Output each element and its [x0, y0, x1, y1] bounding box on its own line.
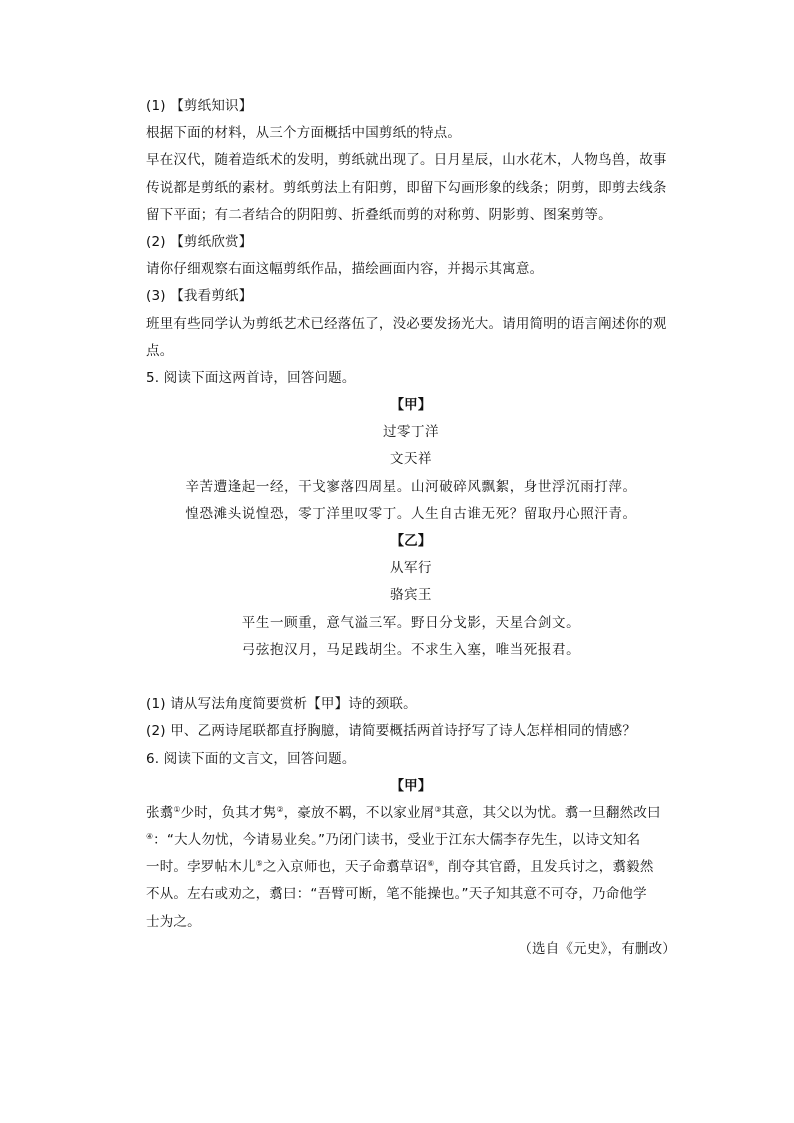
- passage-text: 一时。孛罗帖木儿: [146, 859, 256, 876]
- poem-b-author: 骆宾王: [390, 587, 432, 604]
- footnote-marker: ①: [173, 804, 181, 814]
- footnote-marker: ⑤: [255, 859, 263, 869]
- poem-b-line: 弓弦抱汉月，马足践胡尘。不求生入塞，唯当死报君。: [241, 641, 581, 658]
- q6-passage-line: 不从。左右或劝之，翥曰：“吾臂可断，笔不能操也。”天子知其意不可夺，乃命他学: [146, 886, 647, 903]
- q5-question: (1) 请从写法角度简要赏析【甲】诗的颈联。: [146, 696, 417, 713]
- passage-text: 少时，负其才隽: [180, 804, 277, 821]
- q6-passage-line: [146, 827, 676, 854]
- passage-text: 其意，其父以为忧。翥一旦翻然改曰: [441, 804, 661, 821]
- q4-sub3-line: 班里有些同学认为剪纸艺术已经落伍了，没必要发扬光大。请用简明的语言阐述你的观: [146, 315, 667, 332]
- q4-material-line: 传说都是剪纸的素材。剪纸剪法上有阳剪，即留下勾画形象的线条；阴剪，即剪去线条: [146, 179, 667, 196]
- poem-a-author: 文天祥: [390, 451, 432, 468]
- q4-sub2-instruction: 请你仔细观察右面这幅剪纸作品，描绘画面内容，并揭示其寓意。: [146, 261, 544, 278]
- passage-text: ，豪放不羁，不以家业屑: [283, 804, 435, 821]
- q6-passage-line: 士为之。: [146, 913, 201, 930]
- q4-material-line: 早在汉代，随着造纸术的发明，剪纸就出现了。日月星辰，山水花木，人物鸟兽，故事: [146, 152, 667, 169]
- q4-material-line: 留下平面；有二者结合的阴阳剪、折叠纸而剪的对称剪、阴影剪、图案剪等。: [146, 206, 612, 223]
- poem-a-title: 过零丁洋: [383, 424, 439, 441]
- passage-text: 张翥: [146, 804, 174, 821]
- spacer: [146, 664, 676, 691]
- passage-text: ，削夺其官爵，且发兵讨之，翥毅然: [434, 859, 654, 876]
- q6-passage-line: [146, 800, 676, 827]
- poem-b-title: 从军行: [390, 560, 432, 577]
- q6-source: （选自《元史》，有删改）: [518, 940, 676, 957]
- q4-sub3-line: 点。: [146, 342, 174, 359]
- footnote-marker: ⑥: [427, 859, 435, 869]
- q4-sub2-heading: (2) 【剪纸欣赏】: [146, 233, 253, 250]
- q4-sub1-instruction: 根据下面的材料，从三个方面概括中国剪纸的特点。: [146, 125, 462, 142]
- page-content: [146, 93, 676, 963]
- poem-b-line: 平生一顾重，意气溢三军。野日分戈影，天星合剑文。: [241, 614, 581, 631]
- passage-text: ：“大人勿忧，今请易业矣。”乃闭门读书，受业于江东大儒李存先生，以诗文知名: [153, 832, 641, 849]
- q4-sub1-heading: (1) 【剪纸知识】: [146, 98, 253, 114]
- passage-text: 之入京师也，天子命翥草诏: [262, 859, 428, 876]
- footnote-marker: ③: [434, 804, 442, 814]
- footnote-marker: ②: [276, 804, 284, 814]
- q6-passage-label: 【甲】: [390, 777, 432, 794]
- q6-passage-line: [146, 854, 676, 881]
- poem-a-label: 【甲】: [390, 397, 432, 414]
- poem-b-label: 【乙】: [390, 533, 432, 549]
- poem-a-line: 惶恐滩头说惶恐，零丁洋里叹零丁。人生自古谁无死？留取丹心照汗青。: [185, 505, 637, 522]
- footnote-marker: ④: [146, 832, 154, 842]
- q5-question: (2) 甲、乙两诗尾联都直抒胸臆，请简要概括两首诗抒写了诗人怎样相同的情感？: [146, 723, 637, 740]
- q5-stem: 5. 阅读下面这两首诗，回答问题。: [146, 369, 356, 386]
- q6-stem: 6. 阅读下面的文言文，回答问题。: [146, 750, 356, 767]
- q4-sub3-heading: (3) 【我看剪纸】: [146, 288, 253, 305]
- poem-a-line: 辛苦遭逢起一经，干戈寥落四周星。山河破碎风飘絮，身世浮沉雨打萍。: [185, 478, 637, 495]
